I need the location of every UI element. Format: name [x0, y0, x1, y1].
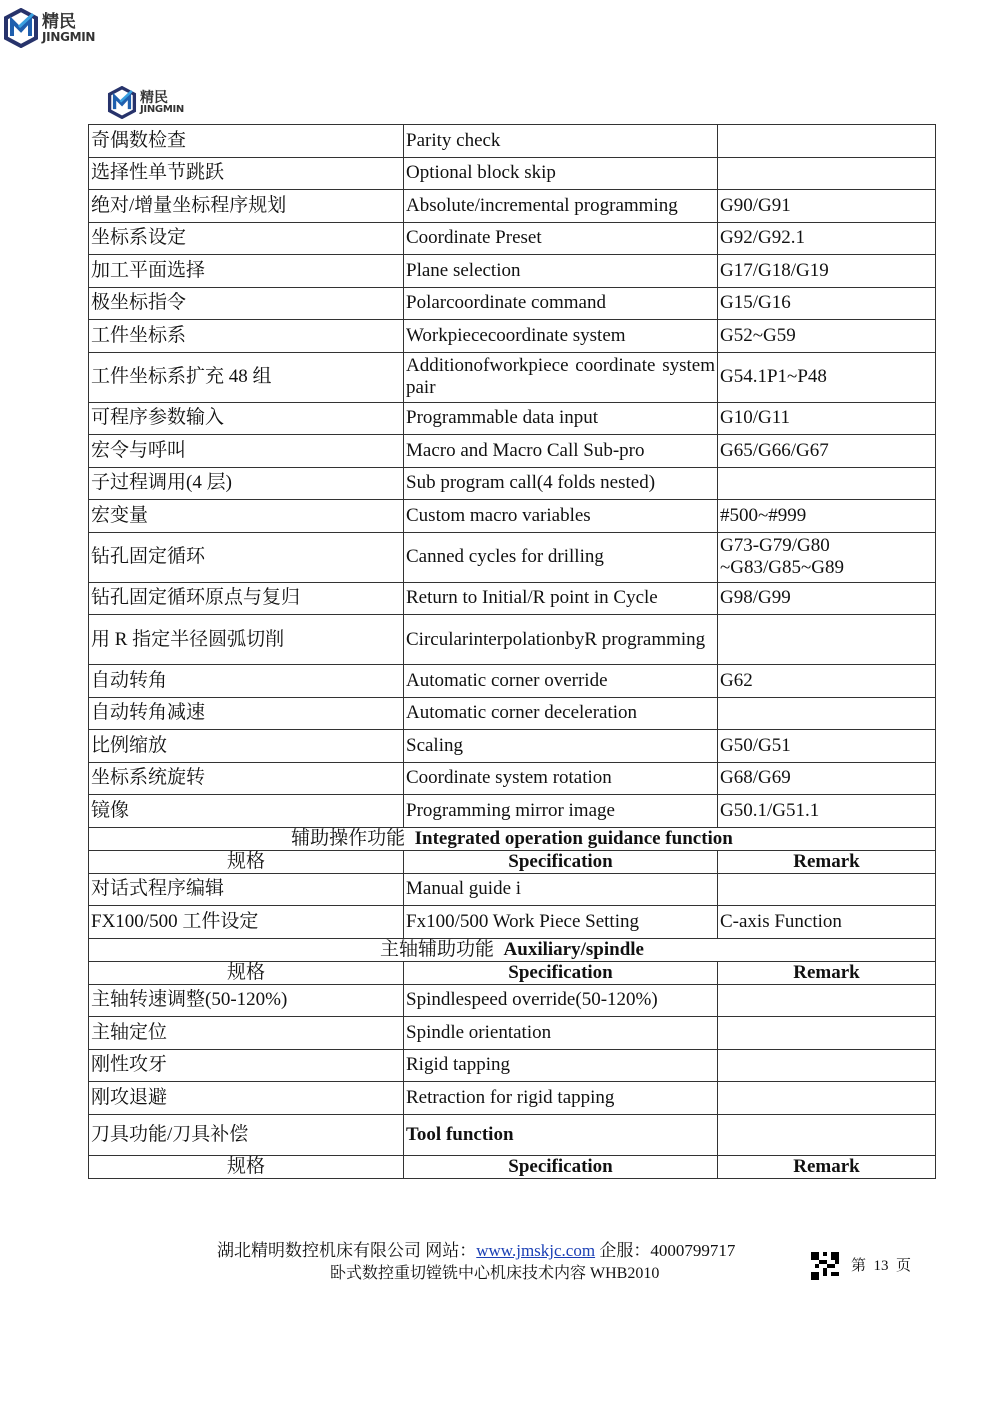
cell-chinese: 刚性攻牙	[89, 1049, 404, 1082]
cell-chinese: 坐标系设定	[89, 222, 404, 255]
table-row	[89, 1049, 936, 1082]
table-row	[89, 435, 936, 468]
cell-specification: Specification	[404, 850, 718, 873]
table-row	[89, 697, 936, 730]
cell-chinese: FX100/500 工件设定	[89, 906, 404, 939]
cell-chinese: 规格	[89, 961, 404, 984]
table-row	[89, 352, 936, 402]
cell-chinese: 比例缩放	[89, 730, 404, 763]
cell-remark	[718, 157, 936, 190]
table-row	[89, 467, 936, 500]
cell-chinese: 钻孔固定循环	[89, 532, 404, 582]
cell-specification: Fx100/500 Work Piece Setting	[404, 906, 718, 939]
cell-remark: G52~G59	[718, 320, 936, 353]
cell-remark	[718, 697, 936, 730]
cell-specification: Coordinate system rotation	[404, 762, 718, 795]
table-row	[89, 1017, 936, 1050]
cell-remark: G50/G51	[718, 730, 936, 763]
header-row	[89, 850, 936, 873]
table-row	[89, 665, 936, 698]
cell-remark: G98/G99	[718, 582, 936, 615]
cell-specification: Additionofworkpiece coordinate system pair	[404, 352, 718, 402]
cell-specification: Workpiececoordinate system	[404, 320, 718, 353]
cell-specification: Coordinate Preset	[404, 222, 718, 255]
section-title: 辅助操作功能 Integrated operation guidance function	[89, 827, 936, 850]
cell-specification: Sub program call(4 folds nested)	[404, 467, 718, 500]
cell-specification: Scaling	[404, 730, 718, 763]
table-row	[89, 873, 936, 906]
cell-remark: G10/G11	[718, 402, 936, 435]
cell-chinese: 加工平面选择	[89, 255, 404, 288]
footer-website-link[interactable]: www.jmskjc.com	[476, 1241, 596, 1260]
cell-chinese: 刀具功能/刀具补偿	[89, 1114, 404, 1155]
cell-remark	[718, 1114, 936, 1155]
table-row	[89, 287, 936, 320]
cell-remark: G65/G66/G67	[718, 435, 936, 468]
table-row	[89, 500, 936, 533]
cell-specification: Parity check	[404, 125, 718, 158]
cell-remark	[718, 467, 936, 500]
header-row	[89, 961, 936, 984]
section-row	[89, 938, 936, 961]
cell-chinese: 刚攻退避	[89, 1082, 404, 1115]
cell-remark	[718, 615, 936, 665]
cell-chinese: 规格	[89, 1155, 404, 1178]
cell-remark: G73-G79/G80 ~G83/G85~G89	[718, 532, 936, 582]
cell-specification: Specification	[404, 961, 718, 984]
table-row	[89, 582, 936, 615]
cell-specification: Absolute/incremental programming	[404, 190, 718, 223]
cell-remark: G92/G92.1	[718, 222, 936, 255]
section-title: 主轴辅助功能 Auxiliary/spindle	[89, 938, 936, 961]
cell-specification: Programming mirror image	[404, 795, 718, 828]
cell-remark: G15/G16	[718, 287, 936, 320]
cell-chinese: 选择性单节跳跃	[89, 157, 404, 190]
cell-specification: CircularinterpolationbyR programming	[404, 615, 718, 665]
spec-table	[88, 124, 936, 1179]
cell-specification: Manual guide i	[404, 873, 718, 906]
company-logo-top	[3, 8, 95, 48]
cell-chinese: 绝对/增量坐标程序规划	[89, 190, 404, 223]
cell-specification: Rigid tapping	[404, 1049, 718, 1082]
cell-remark	[718, 1017, 936, 1050]
logo-cn: 精民	[42, 11, 76, 32]
company-logo-header	[107, 86, 184, 119]
cell-remark	[718, 1082, 936, 1115]
cell-chinese: 极坐标指令	[89, 287, 404, 320]
cell-chinese: 对话式程序编辑	[89, 873, 404, 906]
table-row	[89, 402, 936, 435]
table-row	[89, 730, 936, 763]
table-row	[89, 222, 936, 255]
cell-chinese: 工件坐标系扩充 48 组	[89, 352, 404, 402]
table-row	[89, 320, 936, 353]
cell-chinese: 坐标系统旋转	[89, 762, 404, 795]
header-row	[89, 1155, 936, 1178]
footer-service: 企服：4000799717	[595, 1241, 736, 1260]
cell-specification: Custom macro variables	[404, 500, 718, 533]
cell-chinese: 自动转角减速	[89, 697, 404, 730]
cell-specification: Canned cycles for drilling	[404, 532, 718, 582]
cell-chinese: 规格	[89, 850, 404, 873]
cell-specification: Polarcoordinate command	[404, 287, 718, 320]
cell-chinese: 宏变量	[89, 500, 404, 533]
footer-doc-title: 卧式数控重切镗铣中心机床技术内容 WHB2010	[330, 1265, 660, 1282]
cell-remark	[718, 873, 936, 906]
cell-specification: Retraction for rigid tapping	[404, 1082, 718, 1115]
logo-cn: 精民	[140, 89, 168, 106]
cell-specification: Macro and Macro Call Sub-pro	[404, 435, 718, 468]
cell-chinese: 镜像	[89, 795, 404, 828]
cell-remark: Remark	[718, 1155, 936, 1178]
cell-remark: G90/G91	[718, 190, 936, 223]
footer-company: 湖北精明数控机床有限公司 网站：	[217, 1241, 477, 1260]
page-number: 第 13 页	[851, 1258, 912, 1274]
cell-chinese: 奇偶数检查	[89, 125, 404, 158]
cell-chinese: 工件坐标系	[89, 320, 404, 353]
cell-remark	[718, 125, 936, 158]
cell-remark: Remark	[718, 850, 936, 873]
cell-specification: Programmable data input	[404, 402, 718, 435]
cell-chinese: 子过程调用(4 层)	[89, 467, 404, 500]
cell-remark	[718, 984, 936, 1017]
table-row	[89, 157, 936, 190]
cell-chinese: 主轴定位	[89, 1017, 404, 1050]
cell-specification: Automatic corner override	[404, 665, 718, 698]
cell-specification: Specification	[404, 1155, 718, 1178]
cell-specification: Spindle orientation	[404, 1017, 718, 1050]
cell-specification: Plane selection	[404, 255, 718, 288]
section-row	[89, 827, 936, 850]
cell-chinese: 宏令与呼叫	[89, 435, 404, 468]
cell-remark: Remark	[718, 961, 936, 984]
cell-remark: #500~#999	[718, 500, 936, 533]
cell-remark: G50.1/G51.1	[718, 795, 936, 828]
cell-chinese: 主轴转速调整(50-120%)	[89, 984, 404, 1017]
cell-remark: C-axis Function	[718, 906, 936, 939]
table-row	[89, 190, 936, 223]
logo-hexagon-icon	[3, 8, 39, 48]
cell-specification: Tool function	[404, 1114, 718, 1155]
cell-chinese: 用 R 指定半径圆弧切削	[89, 615, 404, 665]
cell-specification: Spindlespeed override(50-120%)	[404, 984, 718, 1017]
cell-chinese: 自动转角	[89, 665, 404, 698]
cell-remark: G54.1P1~P48	[718, 352, 936, 402]
table-row	[89, 795, 936, 828]
logo-hexagon-icon	[107, 86, 137, 119]
cell-remark	[718, 1049, 936, 1082]
table-row	[89, 1114, 936, 1155]
table-row	[89, 762, 936, 795]
cell-remark: G62	[718, 665, 936, 698]
cell-specification: Return to Initial/R point in Cycle	[404, 582, 718, 615]
cell-remark: G17/G18/G19	[718, 255, 936, 288]
qr-code-icon	[811, 1252, 839, 1280]
cell-specification: Optional block skip	[404, 157, 718, 190]
cell-chinese: 可程序参数输入	[89, 402, 404, 435]
cell-specification: Automatic corner deceleration	[404, 697, 718, 730]
table-row	[89, 532, 936, 582]
table-row	[89, 906, 936, 939]
table-row	[89, 255, 936, 288]
cell-chinese: 钻孔固定循环原点与复归	[89, 582, 404, 615]
cell-remark: G68/G69	[718, 762, 936, 795]
table-row	[89, 615, 936, 665]
logo-en: JINGMIN	[140, 103, 184, 115]
table-row	[89, 984, 936, 1017]
logo-en: JINGMIN	[42, 29, 96, 44]
table-row	[89, 1082, 936, 1115]
table-row	[89, 125, 936, 158]
